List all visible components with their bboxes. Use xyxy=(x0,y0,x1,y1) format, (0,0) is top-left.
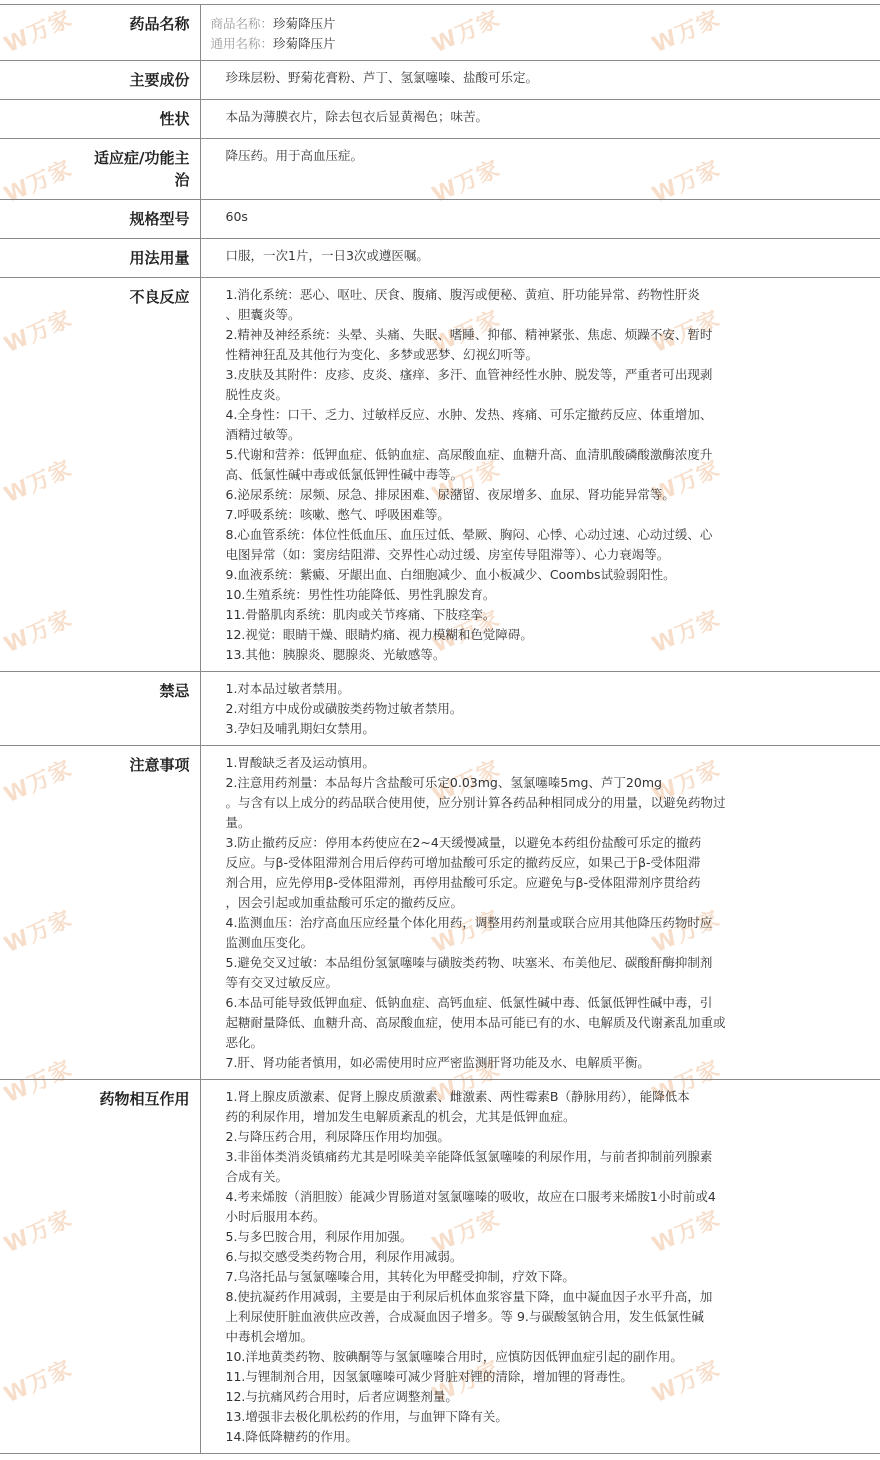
watermark-logo: W万家 xyxy=(0,756,77,809)
row-value xyxy=(200,139,880,200)
value-line: 8.使抗凝药作用减弱，主要是由于利尿后机体血浆容量下降，血中凝血因子水平升高，加 xyxy=(225,1289,713,1304)
brand-name-line xyxy=(211,14,871,34)
value-line: 反应。与β-受体阻滞剂合用后停药可增加盐酸可乐定的撤药反应，如果己于β-受体阻滞 xyxy=(225,855,701,870)
value-line: 小时后服用本药。 xyxy=(225,1209,326,1224)
value-line: 1.肾上腺皮质激素、促肾上腺皮质激素、雌激素、两性霉素B（静脉用药），能降低本 xyxy=(225,1089,690,1104)
row-spec xyxy=(0,200,880,239)
row-contraindication xyxy=(0,672,880,746)
value-line: 口服，一次1片，一日3次或遵医嘱。 xyxy=(225,248,429,263)
value-line: 6.与拟交感受类药物合用，利尿作用减弱。 xyxy=(225,1249,463,1264)
value-line: 3.孕妇及哺乳期妇女禁用。 xyxy=(225,721,375,736)
row-value xyxy=(200,200,880,239)
value-line: 7.肝、肾功能者慎用，如必需使用时应严密监测肝肾功能及水、电解质平衡。 xyxy=(225,1055,650,1070)
value-line: 14.降低降糖药的作用。 xyxy=(225,1429,358,1444)
row-value xyxy=(200,239,880,278)
watermark-logo: W万家 xyxy=(428,156,505,209)
value-line: 5.与多巴胺合用，利尿作用加强。 xyxy=(225,1229,413,1244)
value-line: 5.避免交叉过敏：本品组份氢氯噻嗪与磺胺类药物、呋塞米、布美他尼、碳酸酐酶抑制剂 xyxy=(225,955,713,970)
value-line: 3.防止撤药反应：停用本药使应在2~4天缓慢减量，以避免本药组份盐酸可乐定的撤药 xyxy=(225,835,702,850)
row-adverse xyxy=(0,278,880,672)
row-label: 药物相互作用 xyxy=(0,1080,200,1454)
row-drug-name xyxy=(0,5,880,61)
row-usage xyxy=(0,239,880,278)
row-ingredients xyxy=(0,61,880,100)
value-line: 3.非甾体类消炎镇痛药尤其是吲哚美辛能降低氢氯噻嗪的利尿作用，与前者抑制前列腺素 xyxy=(225,1149,713,1164)
value-line: 2.注意用药剂量：本品每片含盐酸可乐定0.03mg、氢氯噻嗪5mg、芦丁20mg xyxy=(225,775,662,790)
value-line: 合成有关。 xyxy=(225,1169,289,1184)
generic-name-line xyxy=(211,34,871,54)
watermark-logo: W万家 xyxy=(0,606,77,659)
row-value xyxy=(200,1080,880,1454)
value-line: 本品为薄膜衣片，除去包衣后显黄褐色；味苦。 xyxy=(225,109,489,124)
watermark-logo: W万家 xyxy=(428,1206,505,1259)
row-label xyxy=(0,139,200,200)
name-prefix: 通用名称： xyxy=(210,36,274,51)
row-character xyxy=(0,100,880,139)
value-line: 10.洋地黄类药物、胺碘酮等与氢氯噻嗪合用时，应慎防因低钾血症引起的副作用。 xyxy=(225,1349,683,1364)
value-line: 、胆囊炎等。 xyxy=(225,307,301,322)
watermark-logo: W万家 xyxy=(428,906,505,959)
watermark-logo: W万家 xyxy=(428,756,505,809)
value-line: 13.其他：胰腺炎、腮腺炎、光敏感等。 xyxy=(225,647,446,662)
watermark-logo: W万家 xyxy=(0,906,77,959)
watermark-logo: W万家 xyxy=(0,456,77,509)
watermark-logo: W万家 xyxy=(428,1356,505,1409)
value-line: 8.心血管系统：体位性低血压、血压过低、晕厥、胸闷、心悸、心动过速、心动过缓、心 xyxy=(225,527,713,542)
value-line: 等有交叉过敏反应。 xyxy=(225,975,339,990)
watermark-logo: W万家 xyxy=(0,1356,77,1409)
watermark-logo: W万家 xyxy=(428,1056,505,1109)
value-line: 降压药。用于高血压症。 xyxy=(225,148,364,163)
watermark-logo: W万家 xyxy=(428,6,505,59)
label-line: 适应症/功能主 xyxy=(94,149,190,167)
name-text: 珍菊降压片 xyxy=(273,16,336,31)
value-line: 电图异常（如：窦房结阻滞、交界性心动过缓、房室传导阻滞等）、心力衰竭等。 xyxy=(225,547,670,562)
row-value xyxy=(200,61,880,100)
row-label: 禁忌 xyxy=(0,672,200,746)
row-value xyxy=(200,278,880,672)
row-label: 性状 xyxy=(0,100,200,139)
value-line: 11.与锂制剂合用，因氢氯噻嗪可减少肾脏对锂的清除，增加锂的肾毒性。 xyxy=(225,1369,633,1384)
value-line: 12.与抗痛风药合用时，后者应调整剂量。 xyxy=(225,1389,458,1404)
value-line: 4.考来烯胺（消胆胺）能减少胃肠道对氢氯噻嗪的吸收，故应在口服考来烯胺1小时前或4 xyxy=(225,1189,716,1204)
value-line: 中毒机会增加。 xyxy=(225,1329,314,1344)
value-line: 5.代谢和营养：低钾血症、低钠血症、高尿酸血症、血糖升高、血清肌酸磷酸激酶浓度升 xyxy=(225,447,713,462)
value-line: 脱性皮炎。 xyxy=(225,387,289,402)
value-line: 7.呼吸系统：咳嗽、憋气、呼吸困难等。 xyxy=(225,507,450,522)
value-line: 珍珠层粉、野菊花膏粉、芦丁、氢氯噻嗪、盐酸可乐定。 xyxy=(225,70,539,85)
watermark-logo: W万家 xyxy=(648,1206,725,1259)
row-indication xyxy=(0,139,880,200)
value-line: 60s xyxy=(225,209,248,224)
value-line: 1.对本品过敏者禁用。 xyxy=(225,681,350,696)
value-line: 。与含有以上成分的药品联合使用使，应分别计算各药品种相同成分的用量，以避免药物过 xyxy=(225,795,726,810)
row-value xyxy=(200,5,880,61)
value-line: 剂合用，应先停用β-受体阻滞剂，再停用盐酸可乐定。应避免与β-受体阻滞剂序贯给药 xyxy=(225,875,701,890)
value-line: 9.血液系统：紫癜、牙龈出血、白细胞减少、血小板减少、Coombs试验弱阳性。 xyxy=(225,567,676,582)
value-line: 2.与降压药合用，利尿降压作用均加强。 xyxy=(225,1129,450,1144)
value-line: 1.消化系统：恶心、呕吐、厌食、腹痛、腹泻或便秘、黄疸、肝功能异常、药物性肝炎 xyxy=(225,287,700,302)
watermark-logo: W万家 xyxy=(648,306,725,359)
value-line: 12.视觉：眼睛干燥、眼睛灼痛、视力模糊和色觉障碍。 xyxy=(225,627,533,642)
value-line: 4.监测血压：治疗高血压应经量个体化用药，调整用药剂量或联合应用其他降压药物时应 xyxy=(225,915,713,930)
watermark-logo: W万家 xyxy=(648,606,725,659)
value-line: 6.泌尿系统：尿频、尿急、排尿困难、尿潴留、夜尿增多、血尿、肾功能异常等。 xyxy=(225,487,675,502)
row-label: 注意事项 xyxy=(0,746,200,1080)
row-value xyxy=(200,746,880,1080)
value-line: 监测血压变化。 xyxy=(225,935,314,950)
value-line: 量。 xyxy=(225,815,251,830)
value-line: 上利尿使肝脏血液供应改善，合成凝血因子增多。等 9.与碳酸氢钠合用，发生低氯性碱 xyxy=(225,1309,704,1324)
name-prefix: 商品名称： xyxy=(210,16,274,31)
watermark-logo: W万家 xyxy=(648,1056,725,1109)
watermark-logo: W万家 xyxy=(648,6,725,59)
watermark-logo: W万家 xyxy=(648,1356,725,1409)
value-line: 13.增强非去极化肌松药的作用，与血钾下降有关。 xyxy=(225,1409,508,1424)
watermark-logo: W万家 xyxy=(428,306,505,359)
value-line: 6.本品可能导致低钾血症、低钠血症、高钙血症、低氯性碱中毒、低氯低钾性碱中毒，引 xyxy=(225,995,713,1010)
watermark-logo: W万家 xyxy=(428,606,505,659)
value-line: 酒精过敏等。 xyxy=(225,427,301,442)
watermark-logo: W万家 xyxy=(428,456,505,509)
row-caution xyxy=(0,746,880,1080)
watermark-logo: W万家 xyxy=(0,6,77,59)
watermark-logo: W万家 xyxy=(0,1056,77,1109)
watermark-logo: W万家 xyxy=(0,1206,77,1259)
row-interaction xyxy=(0,1080,880,1454)
row-label: 不良反应 xyxy=(0,278,200,672)
value-line: 4.全身性：口干、乏力、过敏样反应、水肿、发热、疼痛、可乐定撤药反应、体重增加、 xyxy=(225,407,713,422)
value-line: 11.骨骼肌肉系统：肌肉或关节疼痛、下肢痉挛。 xyxy=(225,607,496,622)
watermark-logo: W万家 xyxy=(0,156,77,209)
watermark-logo: W万家 xyxy=(0,306,77,359)
value-line: 性精神狂乱及其他行为变化、多梦或恶梦、幻视幻听等。 xyxy=(225,347,539,362)
watermark-logo: W万家 xyxy=(648,456,725,509)
value-line: 3.皮肤及其附件：皮疹、皮炎、瘙痒、多汗、血管神经性水肿、脱发等，严重者可出现剥 xyxy=(225,367,713,382)
name-text: 珍菊降压片 xyxy=(273,36,336,51)
value-line: ，因会引起或加重盐酸可乐定的撤药反应。 xyxy=(225,895,464,910)
value-line: 10.生殖系统：男性性功能降低、男性乳腺发育。 xyxy=(225,587,496,602)
value-line: 7.乌洛托品与氢氯噻嗪合用，其转化为甲醛受抑制，疗效下降。 xyxy=(225,1269,575,1284)
label-line: 治 xyxy=(174,171,190,189)
row-value xyxy=(200,672,880,746)
row-label: 主要成份 xyxy=(0,61,200,100)
row-label: 药品名称 xyxy=(0,5,200,61)
row-value xyxy=(200,100,880,139)
value-line: 高、低氯性碱中毒或低氯低钾性碱中毒等。 xyxy=(225,467,464,482)
watermark-logo: W万家 xyxy=(648,756,725,809)
value-line: 恶化。 xyxy=(225,1035,264,1050)
row-label: 用法用量 xyxy=(0,239,200,278)
row-label: 规格型号 xyxy=(0,200,200,239)
value-line: 药的利尿作用，增加发生电解质紊乱的机会，尤其是低钾血症。 xyxy=(225,1109,576,1124)
watermark-logo: W万家 xyxy=(648,906,725,959)
value-line: 2.精神及神经系统：头晕、头痛、失眠、嗜睡、抑郁、精神紧张、焦虑、烦躁不安、暂时 xyxy=(225,327,713,342)
drug-spec-table xyxy=(0,4,880,1454)
watermark-logo: W万家 xyxy=(648,156,725,209)
value-line: 2.对组方中成份或磺胺类药物过敏者禁用。 xyxy=(225,701,463,716)
value-line: 起糖耐量降低、血糖升高、高尿酸血症，使用本品可能已有的水、电解质及代谢紊乱加重或 xyxy=(225,1015,726,1030)
value-line: 1.胃酸缺乏者及运动慎用。 xyxy=(225,755,375,770)
